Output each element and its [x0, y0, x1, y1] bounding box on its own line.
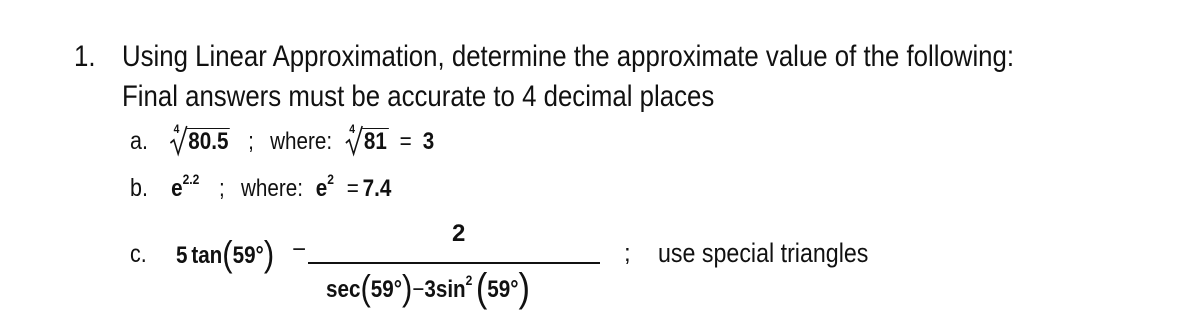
part-c-note-wrap: [658, 238, 903, 269]
left-paren-icon: (: [222, 233, 233, 274]
part-c-separator-wrap: [624, 240, 631, 268]
part-a-where: where:: [270, 128, 333, 155]
part-b-label: b.: [130, 174, 148, 202]
part-c-angle: 59°: [232, 242, 264, 269]
question-accuracy-note: Final answers must be accurate to 4 decimal places: [122, 80, 715, 113]
part-c-first-term: [176, 230, 290, 272]
part-a-given-radical: [345, 122, 389, 156]
part-b-equals: =: [346, 175, 359, 202]
part-b-given-base: e: [315, 175, 328, 202]
right-paren-icon: ): [401, 267, 413, 308]
part-b-given-value: 7.4: [362, 175, 392, 202]
part-a-radical: [169, 122, 230, 156]
part-c-minus-wrap: [292, 236, 306, 264]
question-line-1-wrap: [122, 40, 1159, 74]
question-number: 1.: [74, 40, 96, 73]
part-c-note: use special triangles: [658, 238, 869, 268]
part-c-den-angle-1: 59°: [370, 276, 402, 303]
question-line-2-wrap: [122, 80, 811, 114]
part-a-label: a.: [130, 127, 148, 155]
left-paren-icon: (: [360, 267, 371, 308]
part-c-label-wrap: [130, 240, 149, 269]
part-a-separator: ;: [248, 128, 254, 155]
part-c-den-func-sec: sec: [326, 276, 361, 303]
part-b-exponent: 2.2: [182, 171, 200, 187]
part-c-den-exponent: 2: [465, 272, 473, 288]
part-c-den-angle-2: 59°: [487, 276, 519, 303]
part-c-coefficient: 5: [176, 242, 188, 269]
question-instruction: Using Linear Approximation, determine the approximate value of the following:: [122, 40, 1015, 73]
part-a-given-radicand: 81: [363, 128, 387, 155]
part-a-given-root-index: 4: [349, 122, 355, 136]
part-c-numerator-wrap: [452, 220, 465, 248]
part-c-den-func-sin: sin: [435, 276, 466, 303]
part-c-func-tan: tan: [191, 242, 223, 269]
part-a-radicand: 80.5: [188, 128, 229, 155]
part-c-numerator: 2: [452, 220, 466, 247]
part-c-separator: ;: [624, 240, 631, 267]
left-paren-icon: (: [475, 266, 488, 310]
part-b-where: where:: [241, 175, 303, 202]
part-b-base: e: [171, 175, 183, 202]
right-paren-icon: ): [263, 233, 275, 274]
right-paren-icon: ): [518, 266, 530, 310]
part-c-den-minus: −: [412, 276, 425, 303]
part-c-minus: −: [292, 236, 307, 263]
part-a: [130, 122, 484, 156]
part-c-label: c.: [130, 240, 147, 268]
part-b: [130, 171, 434, 203]
part-b-given-exponent: 2: [327, 171, 334, 187]
part-c-den-coefficient: 3: [424, 276, 436, 303]
part-a-equals: =: [399, 128, 412, 155]
part-c-denominator: [326, 262, 563, 310]
question-number-wrap: [74, 40, 99, 74]
part-b-separator: ;: [219, 175, 225, 202]
part-a-root-index: 4: [173, 122, 180, 136]
part-a-given-value: 3: [422, 128, 435, 155]
